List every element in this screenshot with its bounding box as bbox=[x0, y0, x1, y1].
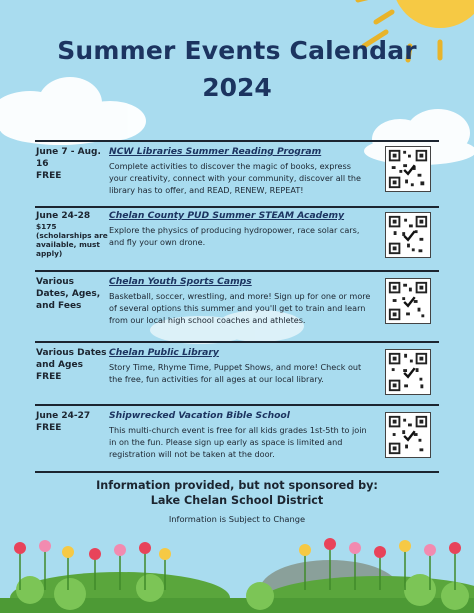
qr-code-icon[interactable] bbox=[385, 212, 431, 258]
event-date: June 24-27 bbox=[36, 411, 91, 421]
event-row bbox=[35, 210, 439, 266]
event-price: $175 (scholarships are available, must apply) bbox=[36, 222, 108, 258]
event-date: Various Dates and Ages bbox=[36, 348, 107, 370]
event-row bbox=[35, 347, 439, 401]
qr-code-icon[interactable] bbox=[385, 349, 431, 395]
event-title[interactable]: Chelan County PUD Summer STEAM Academy bbox=[109, 210, 345, 221]
event-description: Complete activities to discover the magic of books, express your creativity, connect with your community, discover all the library has to offer, and READ, RENEW, REPEAT! bbox=[109, 161, 362, 196]
event-date: Various Dates, Ages, and Fees bbox=[36, 277, 101, 311]
event-price: FREE bbox=[36, 372, 62, 382]
event-price: FREE bbox=[36, 171, 62, 181]
page-year: 2024 bbox=[202, 73, 272, 102]
event-row bbox=[35, 410, 439, 466]
event-date: June 24-28 bbox=[36, 211, 91, 221]
event-row bbox=[35, 146, 439, 202]
sponsor-name: Lake Chelan School District bbox=[150, 494, 324, 507]
flower-icon bbox=[14, 538, 461, 560]
event-title[interactable]: Shipwrecked Vacation Bible School bbox=[109, 410, 290, 421]
qr-code-icon[interactable] bbox=[385, 146, 431, 192]
event-description: Explore the physics of producing hydropower, race solar cars, and fly your own drone. bbox=[109, 225, 360, 248]
event-description: This multi-church event is free for all kids grades 1st-5th to join in on the fun. Please sign up early as space is limited and registration will not be taken at the door. bbox=[109, 425, 367, 460]
sponsor-line: Information provided, but not sponsored by: bbox=[96, 479, 378, 492]
event-title[interactable]: Chelan Youth Sports Camps bbox=[109, 276, 252, 287]
event-description: Story Time, Rhyme Time, Puppet Shows, and more! Check out the free, fun activities for all ages at our local library. bbox=[109, 362, 362, 385]
event-description: Basketball, soccer, wrestling, and more! Sign up for one or more of several options this summer and you'll get to train and learn from our local high school coaches and athletes. bbox=[109, 291, 371, 326]
event-title[interactable]: NCW Libraries Summer Reading Program bbox=[109, 146, 322, 157]
disclaimer: Information is Subject to Change bbox=[168, 514, 306, 524]
page-title: Summer Events Calendar bbox=[57, 36, 417, 65]
event-price: FREE bbox=[36, 423, 62, 433]
qr-code-icon[interactable] bbox=[385, 412, 431, 458]
divider bbox=[35, 404, 439, 406]
flower-meadow bbox=[0, 520, 474, 613]
divider bbox=[35, 140, 439, 142]
divider bbox=[35, 206, 439, 208]
event-row bbox=[35, 276, 439, 338]
divider bbox=[35, 270, 439, 272]
event-date: June 7 - Aug. 16 bbox=[36, 147, 101, 169]
qr-code-icon[interactable] bbox=[385, 278, 431, 324]
event-title[interactable]: Chelan Public Library bbox=[109, 347, 219, 358]
divider bbox=[35, 341, 439, 343]
divider bbox=[35, 471, 439, 473]
